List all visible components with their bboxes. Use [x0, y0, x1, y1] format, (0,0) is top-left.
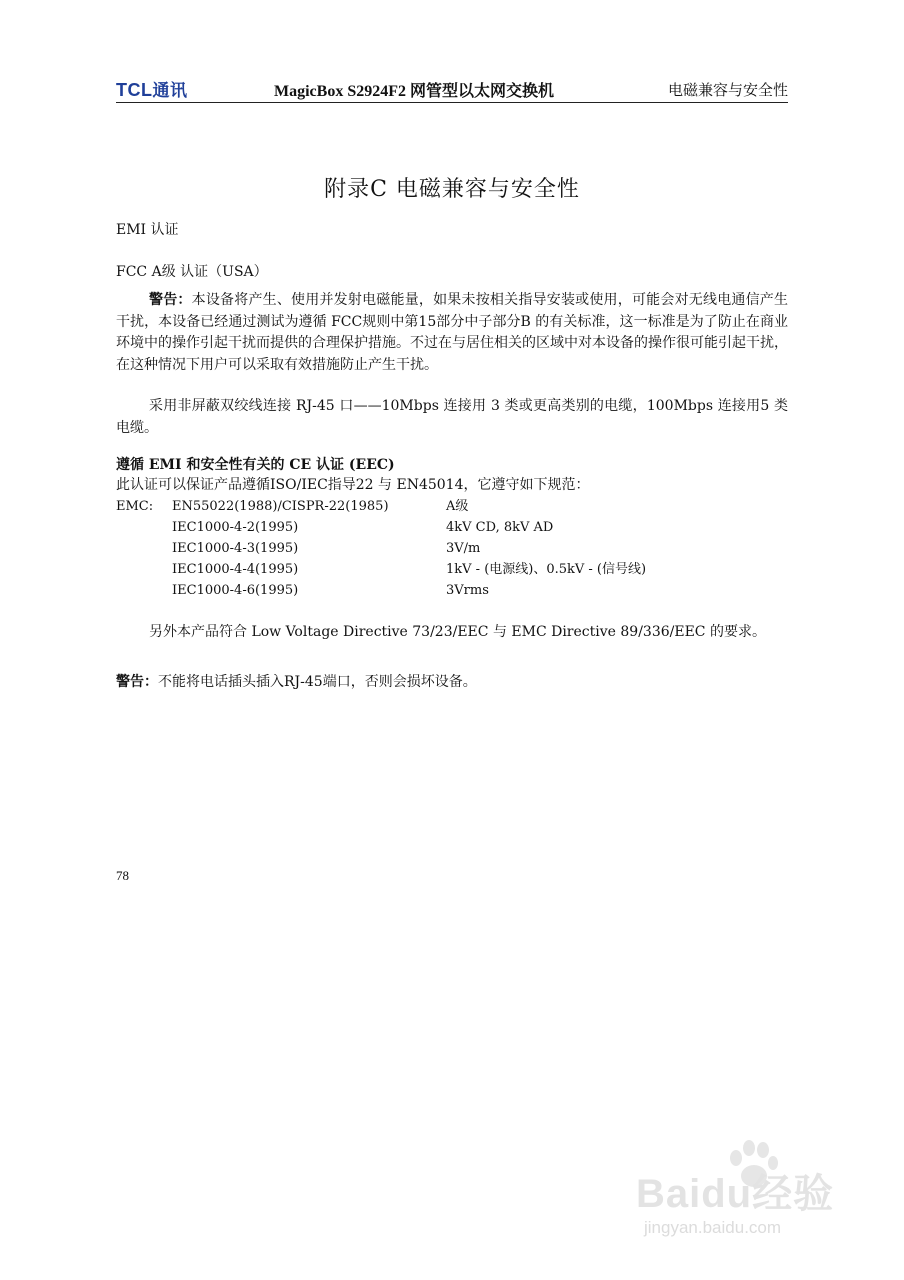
cable-note: 采用非屏蔽双绞线连接 RJ-45 口——10Mbps 连接用 3 类或更高类别的电缆，100Mbps 连接用5 类电缆。: [116, 398, 788, 436]
ce-intro: 此认证可以保证产品遵循ISO/IEC指导22 与 EN45014，它遵守如下规范：: [116, 477, 590, 493]
emc-standard: IEC1000-4-6(1995): [172, 583, 299, 598]
logo-tcl-text: TCL: [116, 80, 153, 100]
page-header: [116, 74, 788, 103]
product-title: MagicBox S2924F2 网管型以太网交换机: [274, 83, 554, 100]
emc-standard: IEC1000-4-4(1995): [172, 562, 299, 577]
rj45-warning: [116, 672, 477, 693]
warning-text: 本设备将产生、使用并发射电磁能量，如果未按相关指导安装或使用，可能会对无线电通信产生干扰，本设备已经通过测试为遵循 FCC规则中第15部分中子部分B 的有关标准，这一标准是为了防止在商业环境中的操作引起干扰而提供的合理保护措施。不过在与居住相关的区域中对本设备的操作很可能引起干扰，在这种情况下用户可以采取有效措施防止产生干扰。: [116, 292, 789, 373]
watermark-url: jingyan.baidu.com: [644, 1218, 782, 1237]
emc-value: 3V/m: [446, 541, 481, 556]
emc-standard: IEC1000-4-3(1995): [172, 541, 299, 556]
tcl-logo: [116, 76, 188, 101]
emc-value: 1kV - (电源线)、0.5kV - (信号线): [446, 562, 647, 577]
logo-tongxun-text: 通讯: [152, 81, 188, 100]
fcc-heading: FCC A级 认证（USA）: [116, 264, 268, 280]
emc-value: 4kV CD, 8kV AD: [446, 520, 554, 535]
page-title: 附录C 电磁兼容与安全性: [324, 177, 580, 202]
emc-label: EMC:: [116, 499, 154, 514]
emc-value: 3Vrms: [446, 583, 489, 598]
emc-standard: IEC1000-4-2(1995): [172, 520, 299, 535]
baidu-watermark: [636, 1148, 856, 1248]
emc-standard: EN55022(1988)/CISPR-22(1985): [172, 499, 389, 514]
warning-text: 不能将电话插头插入RJ-45端口，否则会损坏设备。: [158, 674, 477, 690]
ce-heading: 遵循 EMI 和安全性有关的 CE 认证 (EEC): [116, 457, 395, 473]
watermark-brand: Baidu经验: [636, 1172, 835, 1216]
emc-value: A级: [446, 499, 469, 514]
warning-label: 警告：: [116, 674, 158, 690]
directive-note: 另外本产品符合 Low Voltage Directive 73/23/EEC 与 EMC Directive 89/336/EEC 的要求。: [149, 624, 766, 640]
emi-heading: EMI 认证: [116, 222, 179, 238]
fcc-warning-paragraph: [116, 290, 788, 376]
section-title: 电磁兼容与安全性: [667, 81, 788, 99]
warning-label: 警告：: [149, 292, 192, 308]
page-number: 78: [116, 868, 129, 883]
